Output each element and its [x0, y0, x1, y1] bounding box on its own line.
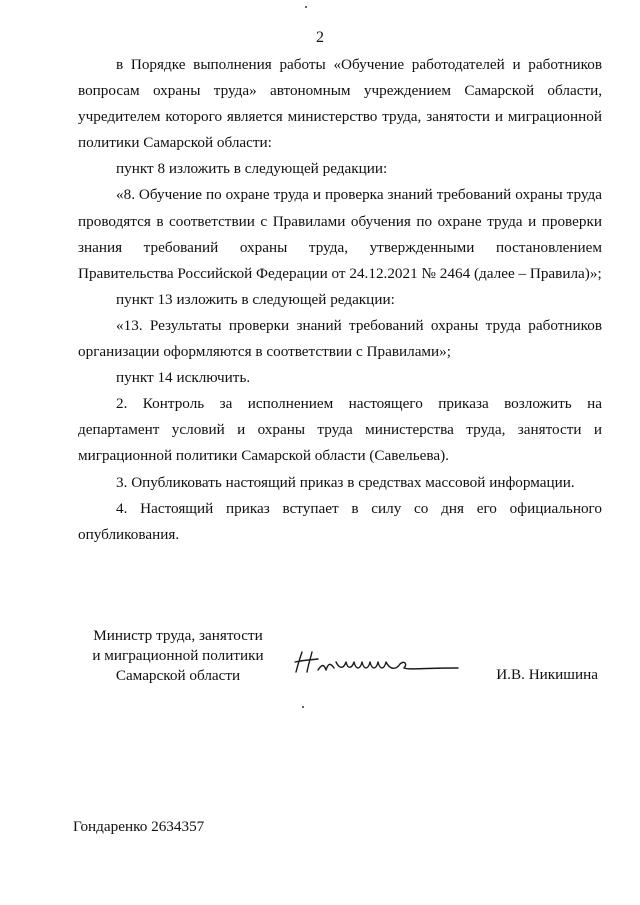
- signature-block: [78, 626, 602, 696]
- paragraph-publish: 3. Опубликовать настоящий приказ в средствах массовой информации.: [116, 473, 575, 491]
- paragraph-control: 2. Контроль за исполнением настоящего приказа возложить на департамент условий и охраны труда министерства труда, занятости и миграционной политики Самарской области (Савельева).: [78, 395, 602, 465]
- scan-speck: [305, 6, 307, 8]
- signatory-position-line: Министр труда, занятости: [93, 627, 263, 644]
- page-number: 2: [316, 29, 324, 46]
- paragraph-effective: 4. Настоящий приказ вступает в силу со дня его официального опубликования.: [78, 499, 602, 543]
- paragraph-procedure-intro: в Порядке выполнения работы «Обучение работодателей и работников вопросам охраны труда» автономным учреждением Самарской области, учредителем которого является министерство труда, занятости и миграционной политики Самарской области:: [78, 56, 602, 152]
- signatory-position: [78, 626, 278, 686]
- signatory-name: И.В. Никишина: [496, 666, 598, 683]
- handwritten-signature: [290, 642, 470, 682]
- document-body: [78, 52, 602, 548]
- paragraph-item13-text: «13. Результаты проверки знаний требований охраны труда работников организации оформляются в соответствии с Правилами»;: [78, 316, 602, 361]
- paragraph-item14-exclude: пункт 14 исключить.: [116, 369, 251, 387]
- paragraph-item13-instruction: пункт 13 изложить в следующей редакции:: [116, 290, 395, 308]
- paragraph-item8-text: «8. Обучение по охране труда и проверка знаний требований охраны труда проводятся в соответствии с Правилами обучения по охране труда и проверки знания требований охраны труда, утвержденными постановлением Правительства Российской Федерации от 24.12.2021 № 2464 (далее – Правила)»;: [78, 186, 602, 282]
- signatory-position-line: Самарской области: [115, 667, 241, 684]
- signatory-position-line: и миграционной политики: [92, 647, 264, 664]
- paragraph-item8-instruction: пункт 8 изложить в следующей редакции:: [116, 160, 388, 178]
- scan-speck: [302, 706, 304, 708]
- executor-note: Гондаренко 2634357: [73, 818, 205, 835]
